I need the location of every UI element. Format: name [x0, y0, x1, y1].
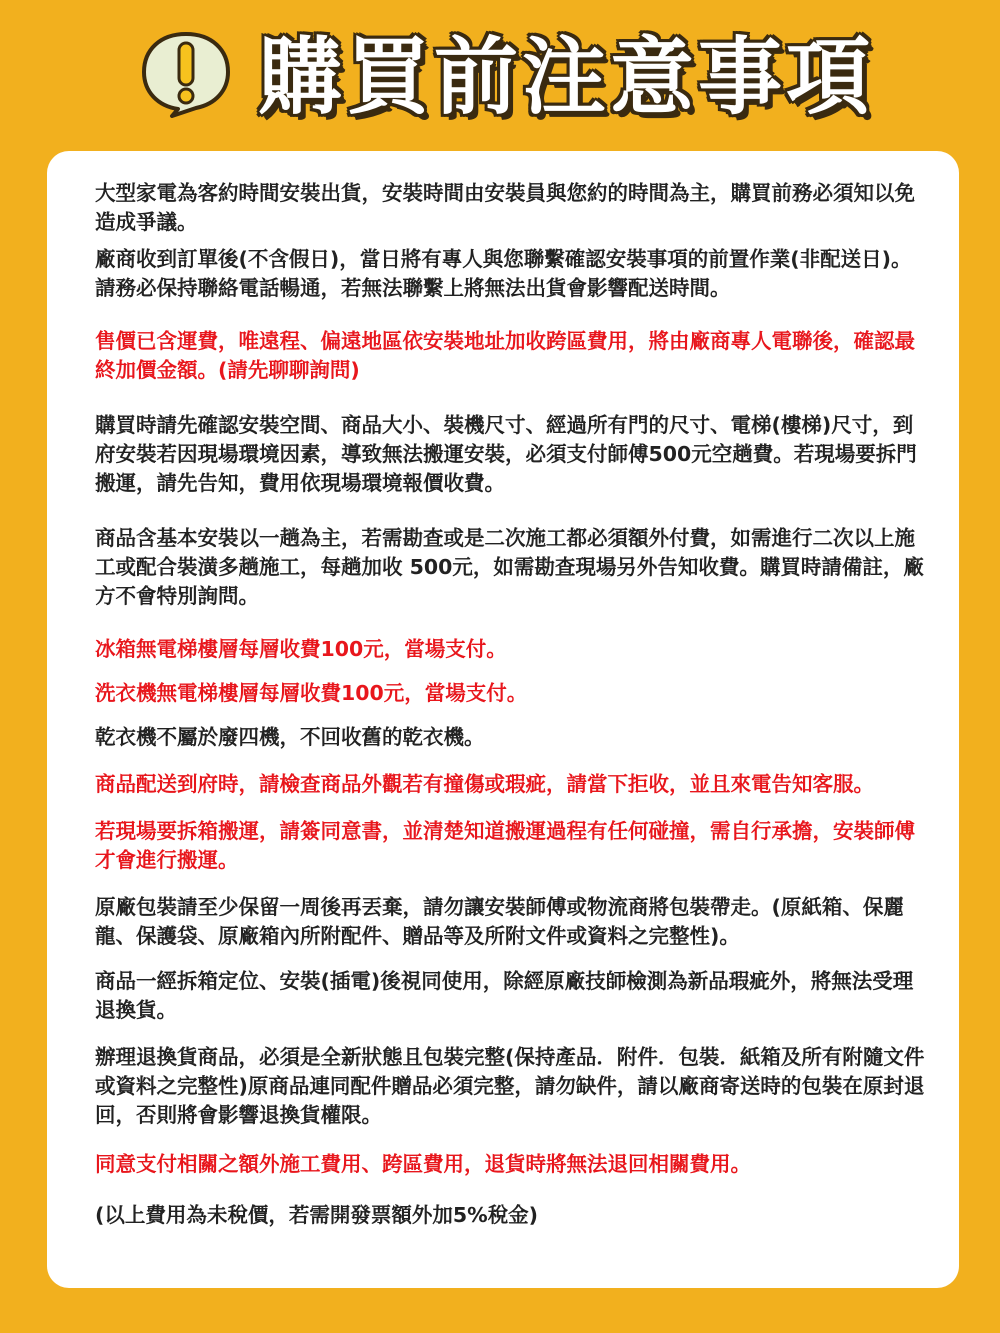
notice-list	[95, 179, 930, 1230]
notice-item-highlight: 售價已含運費，唯遠程、偏遠地區依安裝地址加收跨區費用，將由廠商專人電聯後，確認最終加價金額。(請先聊聊詢問)	[95, 329, 915, 382]
notice-item-highlight: 商品配送到府時，請檢查商品外觀若有撞傷或瑕疵，請當下拒收，並且來電告知客服。	[95, 772, 874, 796]
notice-item: 購買時請先確認安裝空間、商品大小、裝機尺寸、經過所有門的尺寸、電梯(樓梯)尺寸，到府安裝若因現場環境因素，導致無法搬運安裝，必須支付師傅500元空趟費。若現場要拆門搬運，請先告知，費用依現場環境報價收費。	[95, 413, 917, 495]
page-title: 購買前注意事項	[258, 28, 875, 126]
notice-item: 大型家電為客約時間安裝出貨，安裝時間由安裝員與您約的時間為主，購買前務必須知以免造成爭議。	[95, 181, 915, 234]
page-header	[0, 0, 1000, 150]
notice-item: 乾衣機不屬於廢四機，不回收舊的乾衣機。	[95, 725, 485, 749]
notice-item: (以上費用為未稅價，若需開發票額外加5%稅金)	[95, 1203, 539, 1227]
notice-item: 商品一經拆箱定位、安裝(插電)後視同使用，除經原廠技師檢測為新品瑕疵外，將無法受理退換貨。	[95, 969, 914, 1022]
notice-item: 辦理退換貨商品，必須是全新狀態且包裝完整(保持產品．附件．包裝．紙箱及所有附隨文件或資料之完整性)原商品連同配件贈品必須完整，請勿缺件，請以廠商寄送時的包裝在原封退回，否則將會影響退換貨權限。	[95, 1045, 925, 1127]
notice-item: 商品含基本安裝以一趟為主，若需勘查或是二次施工都必須額外付費，如需進行二次以上施工或配合裝潢多趟施工，每趟加收 500元，如需勘查現場另外告知收費。購買時請備註，廠方不會特別詢問。	[95, 526, 924, 608]
exclamation-bubble-icon	[138, 30, 234, 118]
notice-item: 原廠包裝請至少保留一周後再丟棄，請勿讓安裝師傅或物流商將包裝帶走。(原紙箱、保麗龍、保護袋、原廠箱內所附配件、贈品等及所附文件或資料之完整性)。	[95, 895, 904, 948]
notice-item-highlight: 冰箱無電梯樓層每層收費100元，當場支付。	[95, 637, 507, 661]
notice-item-highlight: 洗衣機無電梯樓層每層收費100元，當場支付。	[95, 681, 528, 705]
notice-item: 廠商收到訂單後(不含假日)，當日將有專人與您聯繫確認安裝事項的前置作業(非配送日)。請務必保持聯絡電話暢通，若無法聯繫上將無法出貨會影響配送時間。	[95, 247, 912, 300]
notice-item-highlight: 同意支付相關之額外施工費用、跨區費用，退貨時將無法退回相關費用。	[95, 1152, 751, 1176]
notice-item-highlight: 若現場要拆箱搬運，請簽同意書，並清楚知道搬運過程有任何碰撞，需自行承擔，安裝師傅才會進行搬運。	[95, 819, 915, 872]
notice-card	[47, 151, 959, 1288]
